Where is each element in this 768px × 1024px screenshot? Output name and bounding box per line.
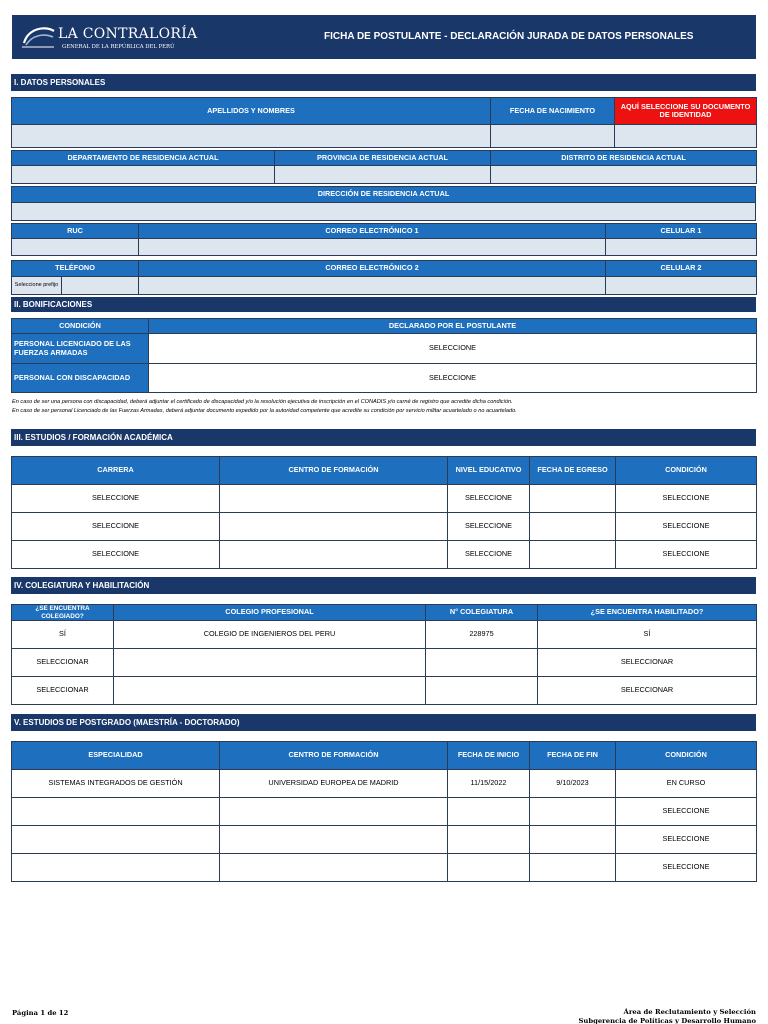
correo2-header: CORREO ELECTRÓNICO 2 [139, 261, 606, 277]
fecha-fin-input[interactable]: 9/10/2023 [530, 770, 616, 798]
fecha-inicio-header: FECHA DE INICIO [448, 742, 530, 770]
carrera-select[interactable]: SELECCIONE [12, 541, 220, 569]
nivel-select[interactable]: SELECCIONE [448, 541, 530, 569]
discapacidad-label: PERSONAL CON DISCAPACIDAD [12, 364, 149, 393]
correo2-input[interactable] [139, 277, 606, 295]
colegio-profesional-header: COLEGIO PROFESIONAL [114, 605, 426, 621]
table-row [12, 854, 757, 882]
fecha-fin-input[interactable] [530, 826, 616, 854]
postgrado-table [11, 741, 757, 882]
habilitado-select[interactable]: SELECCIONAR [538, 677, 757, 705]
condicion-select[interactable]: SELECCIONE [616, 826, 757, 854]
telefono-header: TELÉFONO [12, 261, 139, 277]
colegiado-select[interactable]: SÍ [12, 621, 114, 649]
logo-title: LA CONTRALORÍA [58, 26, 198, 42]
colegiado-select[interactable]: SELECCIONAR [12, 677, 114, 705]
table-row [12, 485, 757, 513]
carrera-header: CARRERA [12, 457, 220, 485]
direccion-table [11, 186, 756, 221]
condicion-select[interactable]: SELECCIONE [616, 798, 757, 826]
fecha-inicio-input[interactable]: 11/15/2022 [448, 770, 530, 798]
declarado-header: DECLARADO POR EL POSTULANTE [149, 319, 757, 334]
fecha-nacimiento-header: FECHA DE NACIMIENTO [491, 98, 615, 125]
section-datos-personales-title: I. DATOS PERSONALES [11, 74, 756, 91]
note-licenciado: En caso de ser personal Licenciado de las Fuerzas Armadas, deberá adjuntar documento expedido por la autoridad competente que acredite su condición por servicio militar acuartelado o no acuartelado. [12, 408, 517, 414]
footer-area: Área de Reclutamiento y Selección [623, 1008, 756, 1016]
celular1-header: CELULAR 1 [606, 224, 757, 239]
condicion-header: CONDICIÓN [12, 319, 149, 334]
licenciado-select[interactable]: SELECCIONE [149, 334, 757, 364]
centro-formacion-header: CENTRO DE FORMACIÓN [220, 742, 448, 770]
section-estudios-title: III. ESTUDIOS / FORMACIÓN ACADÉMICA [11, 429, 756, 446]
carrera-select[interactable]: SELECCIONE [12, 485, 220, 513]
colegiatura-input[interactable] [426, 649, 538, 677]
fecha-fin-header: FECHA DE FIN [530, 742, 616, 770]
fecha-egreso-input[interactable] [530, 513, 616, 541]
especialidad-input[interactable] [12, 854, 220, 882]
table-row [12, 826, 757, 854]
condicion-select[interactable]: SELECCIONE [616, 513, 757, 541]
ruc-header: RUC [12, 224, 139, 239]
habilitado-select[interactable]: SELECCIONAR [538, 649, 757, 677]
note-discapacidad: En caso de ser una persona con discapacidad, deberá adjuntar el certificado de discapacidad y/o la resolución ejecutiva de inscripción en el CONADIS y/o carné de registro que acredite dicha condición. [12, 399, 513, 405]
habilitado-select[interactable]: SÍ [538, 621, 757, 649]
provincia-input[interactable] [275, 166, 491, 184]
nivel-educativo-header: NIVEL EDUCATIVO [448, 457, 530, 485]
correo1-header: CORREO ELECTRÓNICO 1 [139, 224, 606, 239]
condicion-header: CONDICIÓN [616, 457, 757, 485]
telefono-input[interactable] [62, 277, 139, 295]
apellidos-input[interactable] [12, 125, 491, 148]
celular2-input[interactable] [606, 277, 757, 295]
table-row [12, 798, 757, 826]
centro-input[interactable] [220, 485, 448, 513]
fecha-egreso-header: FECHA DE EGRESO [530, 457, 616, 485]
residencia-table [11, 150, 757, 184]
centro-input[interactable] [220, 798, 448, 826]
numero-colegiatura-header: N° COLEGIATURA [426, 605, 538, 621]
departamento-input[interactable] [12, 166, 275, 184]
centro-input[interactable] [220, 854, 448, 882]
fecha-egreso-input[interactable] [530, 541, 616, 569]
contraloria-logo-icon [20, 23, 56, 51]
table-row [12, 677, 757, 705]
colegiatura-table [11, 604, 757, 705]
colegiatura-input[interactable]: 228975 [426, 621, 538, 649]
colegio-input[interactable] [114, 677, 426, 705]
datos-personales-table-1 [11, 97, 757, 148]
page-title: FICHA DE POSTULANTE - DECLARACIÓN JURADA DE DATOS PERSONALES [324, 31, 694, 42]
centro-formacion-header: CENTRO DE FORMACIÓN [220, 457, 448, 485]
centro-input[interactable] [220, 541, 448, 569]
section-postgrado-title: V. ESTUDIOS DE POSTGRADO (MAESTRÍA - DOCTORADO) [11, 714, 756, 731]
direccion-header: DIRECCIÓN DE RESIDENCIA ACTUAL [12, 187, 756, 203]
header-banner [12, 15, 756, 59]
logo-subtitle: GENERAL DE LA REPÚBLICA DEL PERÚ [62, 44, 175, 50]
estudios-table [11, 456, 757, 569]
licenciado-label: PERSONAL LICENCIADO DE LAS FUERZAS ARMADAS [12, 334, 149, 364]
colegiatura-input[interactable] [426, 677, 538, 705]
centro-input[interactable] [220, 513, 448, 541]
colegiado-header: ¿SE ENCUENTRA COLEGIADO? [12, 605, 114, 621]
centro-input[interactable] [220, 826, 448, 854]
table-row [12, 621, 757, 649]
correo1-input[interactable] [139, 239, 606, 256]
footer-subgerencia: Subgerencia de Políticas y Desarrollo Humano [578, 1017, 756, 1024]
condicion-select[interactable]: SELECCIONE [616, 485, 757, 513]
fecha-egreso-input[interactable] [530, 485, 616, 513]
condicion-select[interactable]: EN CURSO [616, 770, 757, 798]
colegio-input[interactable]: COLEGIO DE INGENIEROS DEL PERU [114, 621, 426, 649]
fecha-inicio-input[interactable] [448, 798, 530, 826]
fecha-fin-input[interactable] [530, 854, 616, 882]
especialidad-input[interactable]: SISTEMAS INTEGRADOS DE GESTIÓN [12, 770, 220, 798]
centro-input[interactable]: UNIVERSIDAD EUROPEA DE MADRID [220, 770, 448, 798]
discapacidad-select[interactable]: SELECCIONE [149, 364, 757, 393]
section-colegiatura-title: IV. COLEGIATURA Y HABILITACIÓN [11, 577, 756, 594]
table-row [12, 649, 757, 677]
documento-identidad-select[interactable]: AQUÍ SELECCIONE SU DOCUMENTO DE IDENTIDAD [615, 98, 757, 125]
provincia-header: PROVINCIA DE RESIDENCIA ACTUAL [275, 151, 491, 166]
section-bonificaciones-title: II. BONIFICACIONES [11, 297, 756, 312]
nivel-select[interactable]: SELECCIONE [448, 485, 530, 513]
nivel-select[interactable]: SELECCIONE [448, 513, 530, 541]
colegiado-select[interactable]: SELECCIONAR [12, 649, 114, 677]
bonificaciones-table [11, 318, 757, 393]
distrito-header: DISTRITO DE RESIDENCIA ACTUAL [491, 151, 757, 166]
celular2-header: CELULAR 2 [606, 261, 757, 277]
fecha-inicio-input[interactable] [448, 826, 530, 854]
table-row [12, 541, 757, 569]
habilitado-header: ¿SE ENCUENTRA HABILITADO? [538, 605, 757, 621]
table-row [12, 513, 757, 541]
contacto-table-2 [11, 260, 757, 295]
condicion-header: CONDICIÓN [616, 742, 757, 770]
especialidad-header: ESPECIALIDAD [12, 742, 220, 770]
celular1-input[interactable] [606, 239, 757, 256]
distrito-input[interactable] [491, 166, 757, 184]
direccion-input[interactable] [12, 203, 756, 221]
condicion-select[interactable]: SELECCIONE [616, 854, 757, 882]
page-number: Página 1 de 12 [12, 1009, 69, 1017]
documento-numero-input[interactable] [615, 125, 757, 148]
fecha-inicio-input[interactable] [448, 854, 530, 882]
table-row [12, 770, 757, 798]
fecha-nacimiento-input[interactable] [491, 125, 615, 148]
departamento-header: DEPARTAMENTO DE RESIDENCIA ACTUAL [12, 151, 275, 166]
especialidad-input[interactable] [12, 826, 220, 854]
apellidos-header: APELLIDOS Y NOMBRES [12, 98, 491, 125]
carrera-select[interactable]: SELECCIONE [12, 513, 220, 541]
ruc-input[interactable] [12, 239, 139, 256]
prefijo-select[interactable]: Seleccione prefijo [12, 277, 62, 295]
fecha-fin-input[interactable] [530, 798, 616, 826]
condicion-select[interactable]: SELECCIONE [616, 541, 757, 569]
colegio-input[interactable] [114, 649, 426, 677]
especialidad-input[interactable] [12, 798, 220, 826]
contacto-table-1 [11, 223, 757, 256]
